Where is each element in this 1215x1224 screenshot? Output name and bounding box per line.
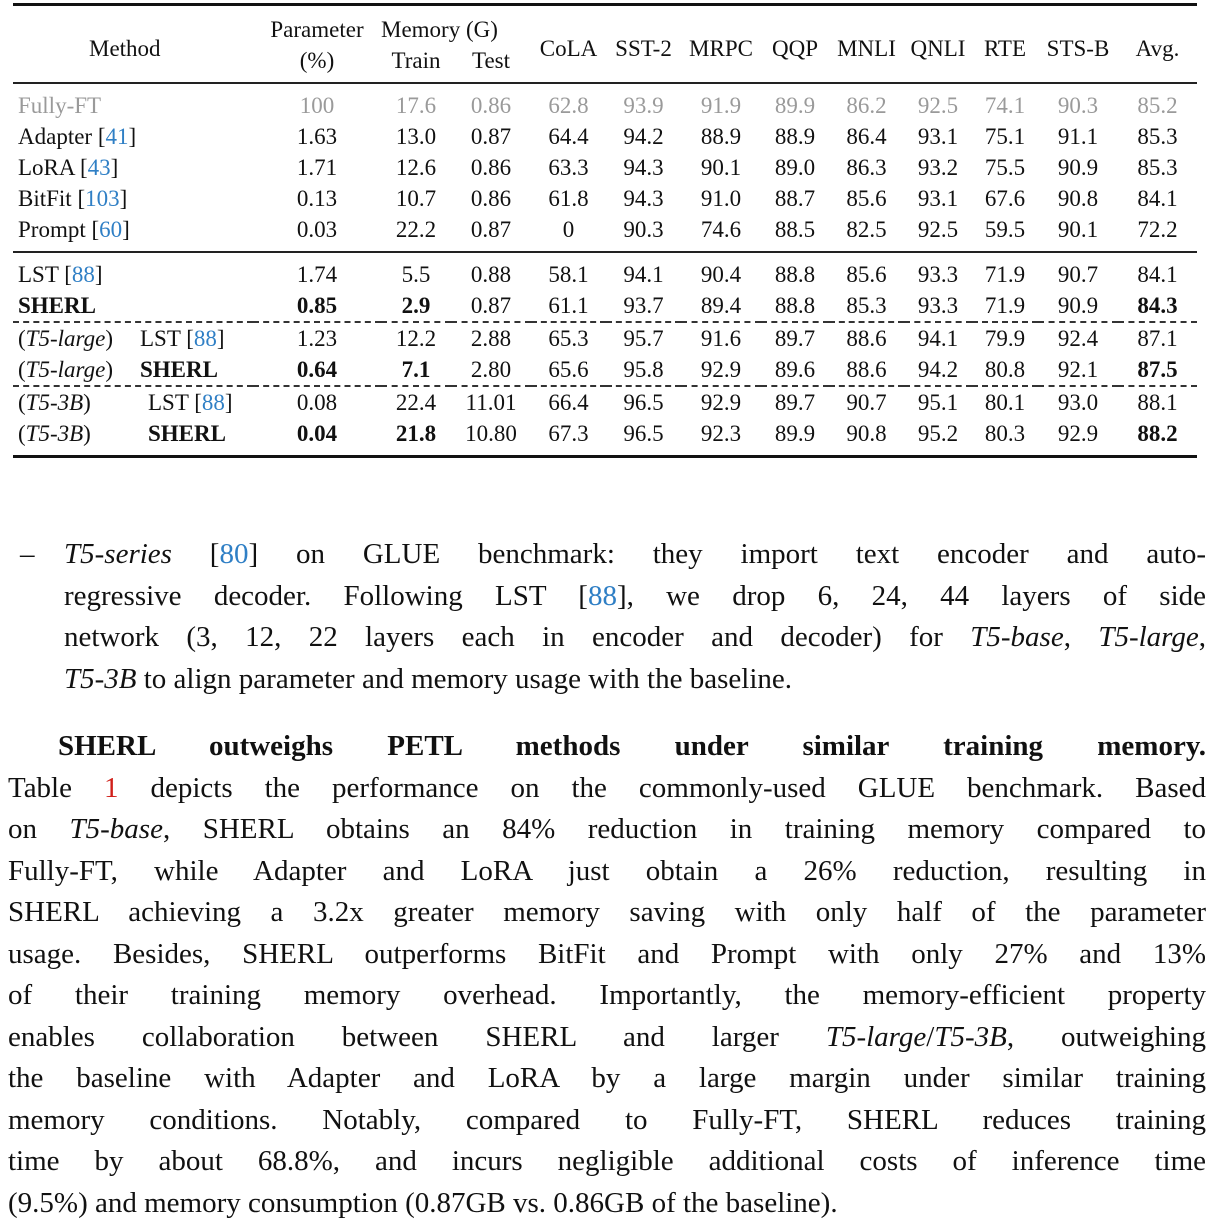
score-cell: 88.5 bbox=[761, 214, 829, 252]
table-row bbox=[13, 322, 1197, 354]
paragraph-text: , outweighing bbox=[1007, 1021, 1206, 1053]
bullet-text: network (3, 12, 22 layers each in encoder and decoder) for bbox=[64, 621, 970, 653]
method-name: Fully-FT bbox=[18, 93, 101, 118]
score-cell: 90.8 bbox=[829, 418, 904, 457]
score-cell: 90.7 bbox=[829, 386, 904, 418]
baseline-methods-group bbox=[13, 83, 1197, 252]
score-cell: 87.5 bbox=[1118, 354, 1197, 386]
score-cell: 93.3 bbox=[904, 252, 972, 290]
t5-series-bullet: – T5-series [80] on GLUE benchmark: they import text encoder and auto- regressive decoder. Following LST [88], we drop 6, 24, 44 layers of side network (3, 12, 22 layers each in encoder and decoder) for T5-base, T5-large, T5-3B to align parameter and memory usage with the baseline. bbox=[20, 534, 1206, 700]
header-train: Train bbox=[381, 45, 451, 83]
score-cell: 96.5 bbox=[606, 418, 681, 457]
table-row bbox=[13, 290, 1197, 322]
header-avg: Avg. bbox=[1118, 5, 1197, 84]
score-cell: 79.9 bbox=[972, 322, 1038, 354]
score-cell: 88.8 bbox=[761, 290, 829, 322]
table-row bbox=[13, 418, 1197, 457]
header-qqp: QQP bbox=[761, 5, 829, 84]
param-cell: 0.13 bbox=[253, 183, 381, 214]
score-cell: 89.4 bbox=[681, 290, 761, 322]
score-cell: 93.7 bbox=[606, 290, 681, 322]
score-cell: 67.6 bbox=[972, 183, 1038, 214]
table-reference-link[interactable]: 1 bbox=[104, 772, 119, 804]
score-cell: 85.3 bbox=[829, 290, 904, 322]
citation-link[interactable]: 88 bbox=[194, 326, 217, 351]
score-cell: 91.1 bbox=[1038, 121, 1118, 152]
method-cell: (T5-3B) LST [88] bbox=[13, 386, 253, 418]
score-cell: 0 bbox=[531, 214, 606, 252]
score-cell: 66.4 bbox=[531, 386, 606, 418]
test-memory-cell: 0.87 bbox=[451, 121, 531, 152]
param-cell: 1.71 bbox=[253, 152, 381, 183]
score-cell: 85.6 bbox=[829, 183, 904, 214]
train-memory-cell: 13.0 bbox=[381, 121, 451, 152]
bullet-text: to align parameter and memory usage with the baseline. bbox=[137, 663, 793, 695]
model-size-prefix: (T5-large) bbox=[18, 354, 140, 385]
test-memory-cell: 11.01 bbox=[451, 386, 531, 418]
method-cell: Prompt [60] bbox=[13, 214, 253, 252]
score-cell: 90.8 bbox=[1038, 183, 1118, 214]
test-memory-cell: 0.86 bbox=[451, 183, 531, 214]
model-size-prefix: (T5-large) bbox=[18, 323, 140, 354]
train-memory-cell: 2.9 bbox=[381, 290, 451, 322]
score-cell: 91.0 bbox=[681, 183, 761, 214]
score-cell: 85.3 bbox=[1118, 121, 1197, 152]
score-cell: 90.3 bbox=[1038, 83, 1118, 121]
results-paragraph: SHERL outweighs PETL methods under similar training memory. Table 1 depicts the performance on the commonly-used GLUE benchmark. Based on T5-base, SHERL obtains an 84% reduction in training memory compared to Fully-FT, while Adapter and LoRA just obtain a 26% reduction, resulting in SHERL achieving a 3.2x greater memory saving with only half of the parameter usage. Besides, SHERL outperforms BitFit and Prompt with only 27% and 13% of their training memory overhead. Importantly, the memory-efficient property enables collaboration between SHERL and larger T5-large/T5-3B, outweighing the baseline with Adapter and LoRA by a large margin under similar training memory conditions. Notably, compared to Fully-FT, SHERL reduces training time by about 68.8%, and incurs negligible additional costs of inference time (9.5%) and memory consumption (0.87GB vs. 0.86GB of the baseline). bbox=[8, 726, 1206, 1224]
method-name: LST bbox=[148, 390, 188, 415]
param-cell: 1.23 bbox=[253, 322, 381, 354]
score-cell: 94.2 bbox=[904, 354, 972, 386]
model-name: T5-large bbox=[1098, 621, 1198, 653]
test-memory-cell: 0.88 bbox=[451, 252, 531, 290]
header-cola: CoLA bbox=[531, 5, 606, 84]
score-cell: 75.1 bbox=[972, 121, 1038, 152]
paragraph-text: Table bbox=[8, 772, 104, 804]
score-cell: 86.4 bbox=[829, 121, 904, 152]
score-cell: 92.9 bbox=[681, 386, 761, 418]
model-name: T5-base bbox=[970, 621, 1063, 653]
train-memory-cell: 17.6 bbox=[381, 83, 451, 121]
paragraph-line: time by about 68.8%, and incurs negligible additional costs of inference time bbox=[8, 1141, 1206, 1183]
header-stsb: STS-B bbox=[1038, 5, 1118, 84]
score-cell: 74.6 bbox=[681, 214, 761, 252]
test-memory-cell: 0.86 bbox=[451, 152, 531, 183]
test-memory-cell: 0.87 bbox=[451, 290, 531, 322]
header-method: Method bbox=[13, 5, 253, 84]
param-cell: 1.63 bbox=[253, 121, 381, 152]
bullet-text: ], we drop 6, 24, 44 layers of side bbox=[617, 580, 1206, 612]
paragraph-text: depicts the performance on the commonly-used GLUE benchmark. Based bbox=[118, 772, 1206, 804]
paragraph-text: enables collaboration between SHERL and larger bbox=[8, 1021, 826, 1053]
score-cell: 92.3 bbox=[681, 418, 761, 457]
score-cell: 61.1 bbox=[531, 290, 606, 322]
param-cell: 1.74 bbox=[253, 252, 381, 290]
score-cell: 84.1 bbox=[1118, 252, 1197, 290]
table-row bbox=[13, 83, 1197, 121]
score-cell: 74.1 bbox=[972, 83, 1038, 121]
score-cell: 96.5 bbox=[606, 386, 681, 418]
score-cell: 90.1 bbox=[1038, 214, 1118, 252]
citation-link[interactable]: 88 bbox=[588, 580, 617, 612]
score-cell: 71.9 bbox=[972, 252, 1038, 290]
method-name: SHERL bbox=[140, 357, 218, 382]
header-rte: RTE bbox=[972, 5, 1038, 84]
paragraph-heading: SHERL outweighs PETL methods under similar training memory. bbox=[8, 726, 1206, 768]
bullet-text: regressive decoder. Following LST [ bbox=[64, 580, 588, 612]
header-test: Test bbox=[451, 45, 531, 83]
method-cell: BitFit [103] bbox=[13, 183, 253, 214]
results-table-container bbox=[13, 3, 1197, 458]
model-size-prefix: (T5-3B) bbox=[18, 387, 148, 418]
citation-link[interactable]: 43 bbox=[88, 155, 111, 180]
model-size-prefix: (T5-3B) bbox=[18, 418, 148, 449]
score-cell: 92.1 bbox=[1038, 354, 1118, 386]
score-cell: 86.2 bbox=[829, 83, 904, 121]
score-cell: 93.1 bbox=[904, 121, 972, 152]
score-cell: 88.2 bbox=[1118, 418, 1197, 457]
side-network-methods-group bbox=[13, 252, 1197, 457]
score-cell: 64.4 bbox=[531, 121, 606, 152]
header-mnli: MNLI bbox=[829, 5, 904, 84]
score-cell: 88.9 bbox=[761, 121, 829, 152]
score-cell: 90.4 bbox=[681, 252, 761, 290]
method-cell: (T5-large) LST [88] bbox=[13, 322, 253, 354]
score-cell: 92.5 bbox=[904, 214, 972, 252]
score-cell: 88.7 bbox=[761, 183, 829, 214]
method-name: BitFit bbox=[18, 186, 72, 211]
score-cell: 91.9 bbox=[681, 83, 761, 121]
table-row bbox=[13, 214, 1197, 252]
citation-link[interactable]: 88 bbox=[72, 262, 95, 287]
score-cell: 90.9 bbox=[1038, 152, 1118, 183]
train-memory-cell: 12.6 bbox=[381, 152, 451, 183]
method-cell: LST [88] bbox=[13, 252, 253, 290]
score-cell: 90.1 bbox=[681, 152, 761, 183]
paragraph-text: on bbox=[8, 813, 70, 845]
table-row bbox=[13, 386, 1197, 418]
score-cell: 94.2 bbox=[606, 121, 681, 152]
header-qnli: QNLI bbox=[904, 5, 972, 84]
method-name: SHERL bbox=[148, 421, 226, 446]
paragraph-text: , SHERL obtains an 84% reduction in training memory compared to bbox=[163, 813, 1206, 845]
score-cell: 58.1 bbox=[531, 252, 606, 290]
model-name: T5-3B bbox=[934, 1021, 1007, 1053]
table-row bbox=[13, 354, 1197, 386]
score-cell: 90.7 bbox=[1038, 252, 1118, 290]
score-cell: 59.5 bbox=[972, 214, 1038, 252]
paragraph-line: Fully-FT, while Adapter and LoRA just obtain a 26% reduction, resulting in bbox=[8, 851, 1206, 893]
param-cell: 100 bbox=[253, 83, 381, 121]
score-cell: 89.6 bbox=[761, 354, 829, 386]
score-cell: 87.1 bbox=[1118, 322, 1197, 354]
test-memory-cell: 0.87 bbox=[451, 214, 531, 252]
score-cell: 93.3 bbox=[904, 290, 972, 322]
citation-link[interactable]: 60 bbox=[99, 217, 122, 242]
score-cell: 92.9 bbox=[1038, 418, 1118, 457]
table-row bbox=[13, 183, 1197, 214]
score-cell: 94.1 bbox=[606, 252, 681, 290]
score-cell: 61.8 bbox=[531, 183, 606, 214]
score-cell: 89.9 bbox=[761, 418, 829, 457]
method-cell bbox=[13, 290, 253, 322]
score-cell: 65.3 bbox=[531, 322, 606, 354]
score-cell: 84.3 bbox=[1118, 290, 1197, 322]
model-name: T5-3B bbox=[64, 663, 137, 695]
method-cell bbox=[13, 354, 253, 386]
score-cell: 95.1 bbox=[904, 386, 972, 418]
score-cell: 93.0 bbox=[1038, 386, 1118, 418]
score-cell: 93.9 bbox=[606, 83, 681, 121]
score-cell: 89.0 bbox=[761, 152, 829, 183]
paragraph-line: usage. Besides, SHERL outperforms BitFit and Prompt with only 27% and 13% bbox=[8, 934, 1206, 976]
test-memory-cell: 10.80 bbox=[451, 418, 531, 457]
citation-link[interactable]: 88 bbox=[202, 390, 225, 415]
score-cell: 90.9 bbox=[1038, 290, 1118, 322]
paragraph-line: (9.5%) and memory consumption (0.87GB vs. 0.86GB of the baseline). bbox=[8, 1183, 1206, 1224]
table-row bbox=[13, 121, 1197, 152]
method-name: Prompt bbox=[18, 217, 86, 242]
score-cell: 89.7 bbox=[761, 386, 829, 418]
model-name: T5-large bbox=[826, 1021, 926, 1053]
header-parameter: Parameter bbox=[253, 5, 381, 46]
header-sst2: SST-2 bbox=[606, 5, 681, 84]
param-cell: 0.08 bbox=[253, 386, 381, 418]
score-cell: 88.1 bbox=[1118, 386, 1197, 418]
train-memory-cell: 5.5 bbox=[381, 252, 451, 290]
paragraph-line: SHERL achieving a 3.2x greater memory saving with only half of the parameter bbox=[8, 892, 1206, 934]
paragraph-line: the baseline with Adapter and LoRA by a large margin under similar training bbox=[8, 1058, 1206, 1100]
train-memory-cell: 7.1 bbox=[381, 354, 451, 386]
score-cell: 82.5 bbox=[829, 214, 904, 252]
score-cell: 80.3 bbox=[972, 418, 1038, 457]
score-cell: 95.2 bbox=[904, 418, 972, 457]
method-name: SHERL bbox=[18, 293, 96, 318]
glue-results-table bbox=[13, 3, 1197, 458]
score-cell: 88.9 bbox=[681, 121, 761, 152]
score-cell: 65.6 bbox=[531, 354, 606, 386]
score-cell: 85.6 bbox=[829, 252, 904, 290]
score-cell: 93.2 bbox=[904, 152, 972, 183]
method-name: LST bbox=[140, 326, 180, 351]
score-cell: 91.6 bbox=[681, 322, 761, 354]
test-memory-cell: 2.80 bbox=[451, 354, 531, 386]
header-parameter-unit: (%) bbox=[253, 45, 381, 83]
score-cell: 92.4 bbox=[1038, 322, 1118, 354]
header-mrpc: MRPC bbox=[681, 5, 761, 84]
train-memory-cell: 12.2 bbox=[381, 322, 451, 354]
citation-link[interactable]: 80 bbox=[219, 538, 248, 570]
score-cell: 72.2 bbox=[1118, 214, 1197, 252]
header-memory: Memory (G) bbox=[381, 5, 531, 46]
score-cell: 71.9 bbox=[972, 290, 1038, 322]
table-row bbox=[13, 252, 1197, 290]
score-cell: 94.3 bbox=[606, 152, 681, 183]
score-cell: 95.8 bbox=[606, 354, 681, 386]
method-cell bbox=[13, 418, 253, 457]
citation-link[interactable]: 41 bbox=[106, 124, 129, 149]
score-cell: 84.1 bbox=[1118, 183, 1197, 214]
score-cell: 85.2 bbox=[1118, 83, 1197, 121]
score-cell: 67.3 bbox=[531, 418, 606, 457]
bullet-dash: – bbox=[20, 534, 35, 576]
score-cell: 92.5 bbox=[904, 83, 972, 121]
model-name: T5-series bbox=[64, 538, 172, 570]
paragraph-line: memory conditions. Notably, compared to Fully-FT, SHERL reduces training bbox=[8, 1100, 1206, 1142]
score-cell: 86.3 bbox=[829, 152, 904, 183]
citation-link[interactable]: 103 bbox=[85, 186, 120, 211]
score-cell: 93.1 bbox=[904, 183, 972, 214]
score-cell: 94.3 bbox=[606, 183, 681, 214]
model-name: T5-base bbox=[70, 813, 163, 845]
score-cell: 80.1 bbox=[972, 386, 1038, 418]
score-cell: 89.9 bbox=[761, 83, 829, 121]
param-cell: 0.03 bbox=[253, 214, 381, 252]
score-cell: 85.3 bbox=[1118, 152, 1197, 183]
param-cell: 0.04 bbox=[253, 418, 381, 457]
score-cell: 94.1 bbox=[904, 322, 972, 354]
param-cell: 0.85 bbox=[253, 290, 381, 322]
score-cell: 75.5 bbox=[972, 152, 1038, 183]
paragraph-line: of their training memory overhead. Importantly, the memory-efficient property bbox=[8, 975, 1206, 1017]
table-row bbox=[13, 152, 1197, 183]
method-name: Adapter bbox=[18, 124, 92, 149]
score-cell: 95.7 bbox=[606, 322, 681, 354]
score-cell: 90.3 bbox=[606, 214, 681, 252]
train-memory-cell: 22.2 bbox=[381, 214, 451, 252]
bullet-text: on GLUE benchmark: they import text encoder and auto- bbox=[258, 538, 1206, 570]
score-cell: 92.9 bbox=[681, 354, 761, 386]
score-cell: 89.7 bbox=[761, 322, 829, 354]
test-memory-cell: 2.88 bbox=[451, 322, 531, 354]
train-memory-cell: 10.7 bbox=[381, 183, 451, 214]
train-memory-cell: 21.8 bbox=[381, 418, 451, 457]
method-name: LoRA bbox=[18, 155, 74, 180]
method-cell bbox=[13, 83, 253, 121]
score-cell: 80.8 bbox=[972, 354, 1038, 386]
param-cell: 0.64 bbox=[253, 354, 381, 386]
score-cell: 88.6 bbox=[829, 354, 904, 386]
method-cell: Adapter [41] bbox=[13, 121, 253, 152]
test-memory-cell: 0.86 bbox=[451, 83, 531, 121]
score-cell: 63.3 bbox=[531, 152, 606, 183]
method-cell: LoRA [43] bbox=[13, 152, 253, 183]
score-cell: 62.8 bbox=[531, 83, 606, 121]
score-cell: 88.6 bbox=[829, 322, 904, 354]
score-cell: 88.8 bbox=[761, 252, 829, 290]
train-memory-cell: 22.4 bbox=[381, 386, 451, 418]
method-name: LST bbox=[18, 262, 58, 287]
